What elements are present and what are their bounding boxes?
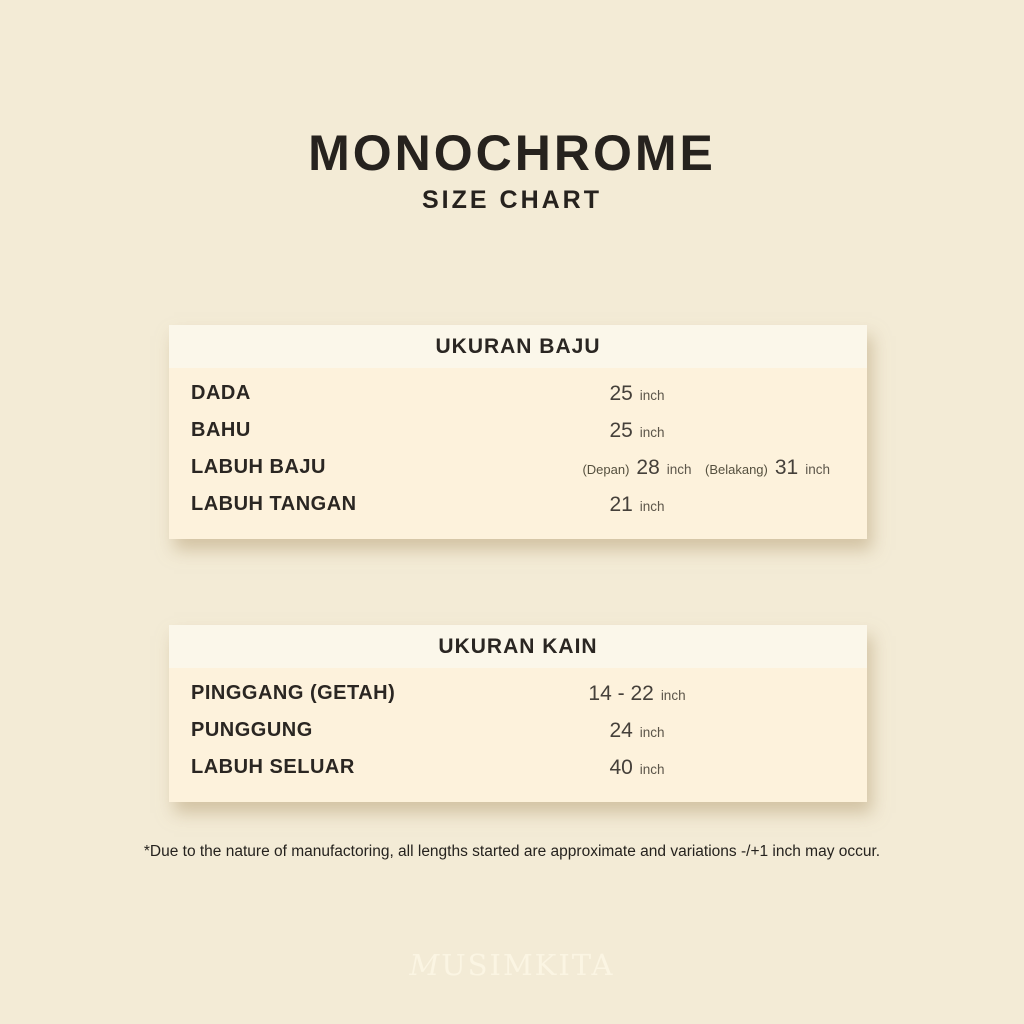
row-label: LABUH SELUAR — [191, 756, 355, 778]
card-header — [169, 325, 867, 368]
row-value — [705, 456, 830, 480]
value-unit: inch — [666, 461, 692, 477]
footnote: *Due to the nature of manufactoring, all lengths started are approximate and variations -/+1 inch may occur. — [143, 843, 881, 860]
card-body — [169, 368, 867, 539]
value-unit: inch — [639, 387, 665, 403]
value-prefix: (Belakang) — [705, 461, 768, 477]
value-number: 28 — [636, 455, 660, 479]
size-row — [169, 412, 867, 449]
value-prefix: (Depan) — [582, 461, 630, 477]
card-header-label: UKURAN KAIN — [438, 634, 598, 658]
card-header-label: UKURAN BAJU — [435, 334, 601, 358]
size-row — [169, 712, 867, 749]
size-row — [169, 449, 867, 486]
row-value — [549, 756, 725, 780]
row-value — [549, 382, 725, 406]
value-number: 14 - 22 — [588, 681, 654, 705]
value-unit: inch — [639, 724, 665, 740]
size-card-ukuran-kain — [169, 625, 867, 802]
value-unit: inch — [639, 498, 665, 514]
value-unit: inch — [660, 687, 686, 703]
value-unit: inch — [639, 424, 665, 440]
size-row — [169, 486, 867, 523]
value-number: 24 — [609, 718, 633, 742]
value-unit: inch — [639, 761, 665, 777]
row-label: LABUH BAJU — [191, 456, 326, 478]
card-header — [169, 625, 867, 668]
size-row — [169, 675, 867, 712]
row-label: PINGGANG (GETAH) — [191, 682, 396, 704]
brand-wordmark: MUSIMKITA — [409, 948, 615, 982]
row-label: LABUH TANGAN — [191, 493, 357, 515]
value-number: 31 — [774, 455, 799, 479]
value-number: 25 — [609, 381, 633, 405]
row-label: DADA — [191, 382, 251, 404]
row-value — [549, 419, 725, 443]
value-number: 40 — [609, 755, 633, 779]
row-value — [549, 493, 725, 517]
row-value — [549, 456, 725, 480]
value-number: 21 — [609, 492, 633, 516]
value-unit: inch — [805, 461, 830, 477]
row-label: PUNGGUNG — [191, 719, 313, 741]
row-label: BAHU — [191, 419, 251, 441]
page-title: MONOCHROME — [308, 125, 716, 181]
value-number: 25 — [609, 418, 633, 442]
size-card-ukuran-baju — [169, 325, 867, 539]
card-body — [169, 668, 867, 802]
row-value — [549, 719, 725, 743]
page-subtitle: SIZE CHART — [422, 186, 602, 214]
size-row — [169, 749, 867, 786]
size-row — [169, 375, 867, 412]
row-value — [549, 682, 725, 706]
